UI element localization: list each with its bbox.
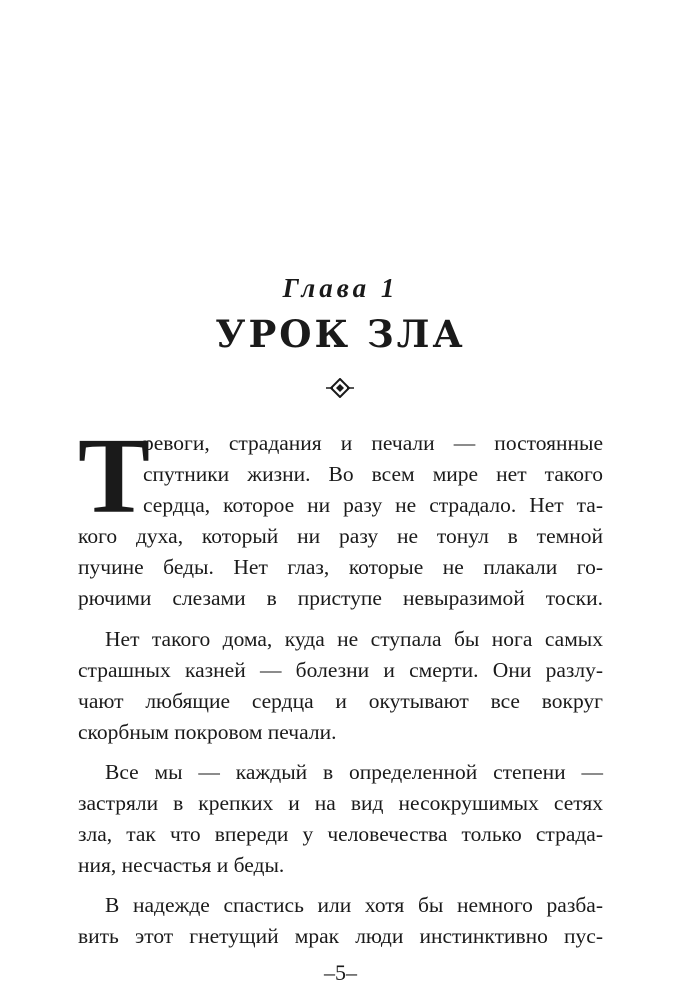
chapter-title: УРОК ЗЛА — [215, 312, 466, 356]
text-line: Нет такого дома, куда не ступала бы нога самых — [105, 627, 603, 651]
ornament-icon — [326, 378, 354, 398]
text-line: рючими слезами в приступе невыразимой тоски. — [78, 586, 603, 610]
text-line: вить этот гнетущий мрак люди инстинктивно пус- — [78, 924, 603, 948]
page-number: –5– — [324, 960, 357, 985]
text-line: скорбным покровом печали. — [78, 720, 337, 744]
text-line: застряли в крепких и на вид несокрушимых сетях — [78, 791, 603, 815]
text-line: Все мы — каждый в определенной степени — — [105, 760, 603, 784]
text-line: пучине беды. Нет глаз, которые не плакали го- — [78, 555, 603, 579]
text-line: сердца, которое ни разу не страдало. Нет та- — [143, 493, 603, 517]
text-line: зла, так что впереди у человечества только страда- — [78, 822, 603, 846]
text-line: ревоги, страдания и печали — постоянные — [143, 431, 603, 455]
text-line: ния, несчастья и беды. — [78, 853, 285, 877]
text-line: В надежде спастись или хотя бы немного разба- — [105, 893, 603, 917]
text-line: спутники жизни. Во всем мире нет такого — [143, 462, 603, 486]
text-line: чают любящие сердца и окутывают все вокруг — [78, 689, 603, 713]
chapter-label: Глава 1 — [282, 273, 399, 303]
text-line: страшных казней — болезни и смерти. Они разлу- — [78, 658, 603, 682]
drop-cap: Т — [78, 417, 151, 536]
text-line: кого духа, который ни разу не тонул в темной — [78, 524, 603, 548]
